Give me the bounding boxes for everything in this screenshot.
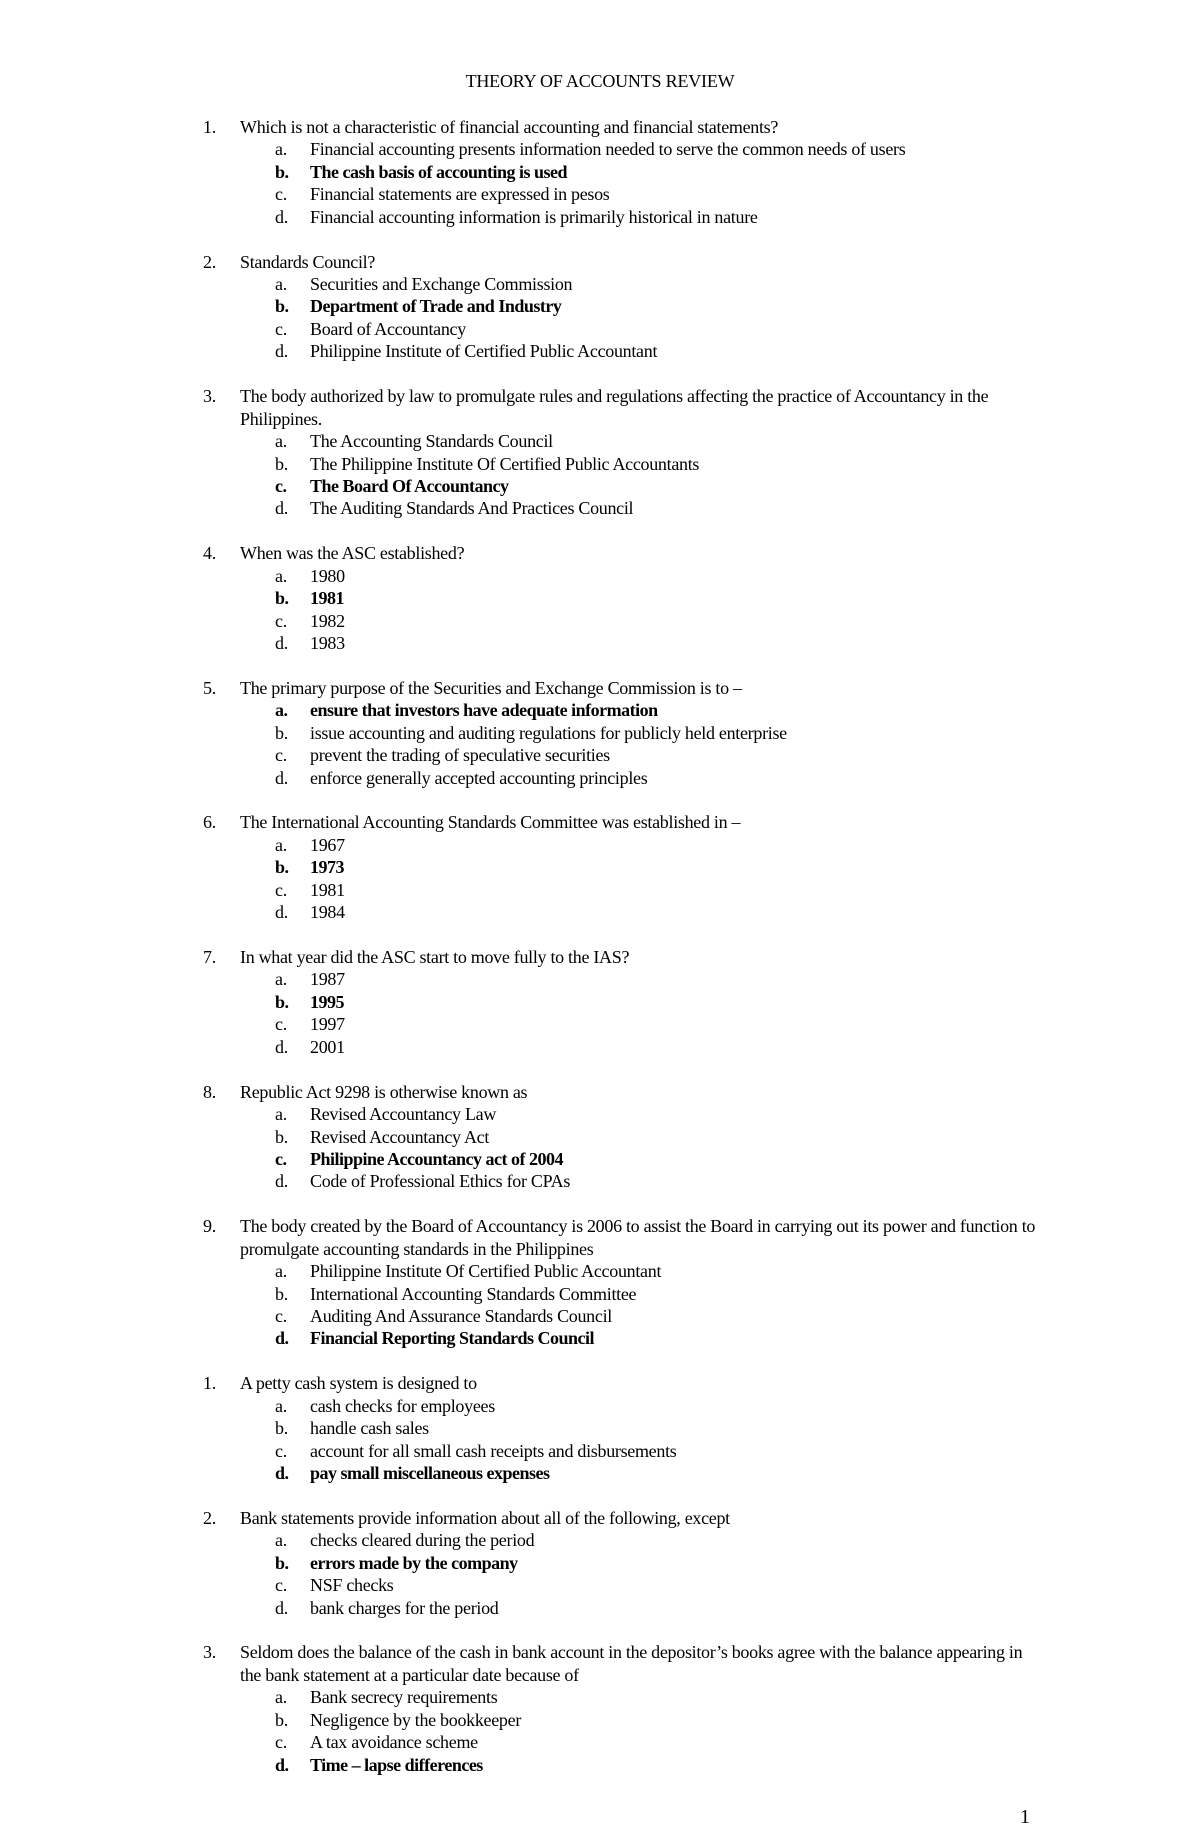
option-text: Financial accounting information is primarily historical in nature [310,206,758,227]
question-stem: Republic Act 9298 is otherwise known as [240,1081,528,1102]
option-text: 1981 [310,588,344,609]
option-letter: c. [275,1732,287,1753]
option-letter: d. [275,1597,288,1618]
option-text: Philippine Institute of Certified Public Accountant [310,341,658,362]
answer-option [0,610,1200,632]
answer-option [0,183,1200,205]
option-text: 1997 [310,1014,345,1035]
option-text: 1983 [310,633,345,653]
question-text [0,1372,1040,1394]
option-letter: b. [275,1418,288,1439]
option-text: The Philippine Institute Of Certified Public Accountants [310,453,700,474]
option-letter: a. [275,1530,287,1551]
option-text: 1982 [310,610,345,631]
question-item [0,1081,1200,1193]
question-list [0,116,1200,1798]
question-text [0,1641,1040,1686]
option-letter: c. [275,1148,287,1169]
option-text: The Accounting Standards Council [310,431,553,452]
option-text: Bank secrecy requirements [310,1687,498,1708]
option-text: Philippine Accountancy act of 2004 [310,1148,564,1169]
question-stem: The International Accounting Standards Committee was established in – [240,812,741,833]
option-text: prevent the trading of speculative securities [310,745,610,766]
question-number: 2. [203,1507,216,1528]
option-letter: d. [275,1036,288,1057]
answer-option [0,1440,1200,1462]
option-letter: a. [275,431,287,452]
option-text: ensure that investors have adequate information [310,700,658,721]
option-letter: a. [275,139,287,160]
option-letter: b. [275,161,289,182]
answer-option [0,430,1200,452]
answer-option [0,497,1200,519]
answer-option [0,1260,1200,1282]
question-text [0,1081,1040,1103]
question-number: 9. [203,1216,216,1237]
answer-option [0,1597,1200,1619]
answer-option [0,632,1200,654]
question-stem: The primary purpose of the Securities and Exchange Commission is to – [240,677,742,698]
option-text: Revised Accountancy Law [310,1104,497,1125]
option-letter: b. [275,1552,289,1573]
answer-options [0,273,1200,363]
option-text: Board of Accountancy [310,318,466,339]
answer-options [0,1260,1200,1350]
answer-option-correct [0,1462,1200,1484]
option-letter: c. [275,1440,287,1461]
option-letter: c. [275,610,287,631]
option-text: bank charges for the period [310,1597,499,1618]
option-text: cash checks for employees [310,1395,495,1416]
option-text: handle cash sales [310,1418,429,1439]
answer-option-correct [0,991,1200,1013]
option-text: enforce generally accepted accounting principles [310,767,648,788]
answer-options [0,834,1200,924]
answer-option [0,722,1200,744]
answer-option [0,318,1200,340]
question-text [0,677,1040,699]
answer-options [0,430,1200,520]
question-item [0,677,1200,789]
question-text [0,542,1040,564]
option-letter: d. [275,902,288,923]
question-item [0,116,1200,228]
answer-option [0,1731,1200,1753]
question-stem: The body authorized by law to promulgate rules and regulations affecting the practice of Accountancy in the Philippines. [240,386,989,429]
answer-option [0,453,1200,475]
question-stem: Standards Council? [240,251,376,272]
option-letter: d. [275,1754,289,1775]
answer-option [0,1013,1200,1035]
option-text: 1973 [310,857,344,878]
option-letter: a. [275,700,288,721]
answer-options [0,565,1200,655]
question-stem: Bank statements provide information about all of the following, except [240,1507,730,1528]
question-number: 3. [203,386,216,407]
question-number: 3. [203,1642,216,1663]
option-text: Philippine Institute Of Certified Public Accountant [310,1261,662,1282]
question-number: 2. [203,251,216,272]
question-item [0,542,1200,654]
answer-option-correct [0,475,1200,497]
option-text: NSF checks [310,1575,394,1596]
option-letter: c. [275,1305,287,1326]
option-text: 1967 [310,834,345,855]
option-letter: b. [275,453,288,474]
question-text [0,385,1040,430]
answer-option [0,1686,1200,1708]
question-text [0,1215,1040,1260]
option-letter: a. [275,969,287,990]
question-number: 1. [203,117,216,137]
option-text: A tax avoidance scheme [310,1732,478,1753]
question-item [0,385,1200,520]
answer-option [0,138,1200,160]
option-letter: d. [275,498,288,519]
option-letter: b. [275,991,289,1012]
option-text: errors made by the company [310,1552,518,1573]
option-letter: c. [275,475,287,496]
option-letter: a. [275,1687,287,1708]
question-number: 1. [203,1373,216,1394]
option-text: Time – lapse differences [310,1754,483,1775]
option-letter: c. [275,1575,287,1596]
question-stem: Which is not a characteristic of financial accounting and financial statements? [240,117,779,137]
question-text [0,811,1040,833]
answer-option-correct [0,1754,1200,1776]
question-stem: When was the ASC established? [240,543,465,564]
answer-options [0,1529,1200,1619]
answer-option-correct [0,856,1200,878]
option-letter: a. [275,834,287,855]
question-text [0,946,1040,968]
question-number: 6. [203,812,216,833]
answer-option [0,565,1200,587]
question-number: 8. [203,1081,216,1102]
question-text [0,251,1040,273]
option-text: Negligence by the bookkeeper [310,1709,522,1730]
option-text: 1987 [310,969,345,990]
answer-option [0,1170,1200,1192]
answer-option [0,901,1200,923]
question-stem: Seldom does the balance of the cash in bank account in the depositor’s books agree with the balance appearing in the bank statement at a particular date because of [240,1642,1023,1685]
answer-option [0,1529,1200,1551]
option-text: Financial Reporting Standards Council [310,1328,595,1349]
option-text: The Board Of Accountancy [310,475,509,496]
option-letter: d. [275,633,288,653]
option-letter: d. [275,206,288,227]
answer-option-correct [0,295,1200,317]
answer-option [0,1395,1200,1417]
question-stem: In what year did the ASC start to move fully to the IAS? [240,947,630,968]
question-number: 7. [203,947,216,968]
option-letter: a. [275,565,287,586]
option-letter: c. [275,184,287,205]
answer-options [0,968,1200,1058]
answer-option-correct [0,587,1200,609]
question-item [0,1215,1200,1350]
option-text: Department of Trade and Industry [310,296,562,317]
option-text: account for all small cash receipts and disbursements [310,1440,677,1461]
answer-option [0,1305,1200,1327]
option-text: Revised Accountancy Act [310,1126,490,1147]
answer-option [0,879,1200,901]
option-text: checks cleared during the period [310,1530,535,1551]
option-letter: a. [275,1104,287,1125]
option-text: Code of Professional Ethics for CPAs [310,1171,571,1192]
answer-option [0,206,1200,228]
page-number: 1 [1020,1806,1030,1828]
option-letter: b. [275,588,289,609]
option-letter: c. [275,318,287,339]
page-title: THEORY OF ACCOUNTS REVIEW [465,71,735,91]
option-letter: c. [275,1014,287,1035]
answer-option-correct [0,699,1200,721]
question-item [0,811,1200,923]
option-letter: c. [275,745,287,766]
answer-option-correct [0,1327,1200,1349]
answer-option [0,834,1200,856]
option-letter: d. [275,341,288,362]
question-stem: The body created by the Board of Accountancy is 2006 to assist the Board in carrying out its power and function to promulgate accounting standards in the Philippines [240,1216,1036,1259]
answer-options [0,699,1200,789]
option-text: International Accounting Standards Committee [310,1283,637,1304]
option-text: pay small miscellaneous expenses [310,1463,550,1484]
answer-option [0,1709,1200,1731]
option-letter: a. [275,1261,287,1282]
question-item [0,946,1200,1058]
option-text: 1984 [310,902,345,923]
answer-option [0,1103,1200,1125]
option-letter: d. [275,1328,289,1349]
question-item [0,1641,1200,1776]
option-text: The Auditing Standards And Practices Council [310,498,634,519]
question-text [0,116,1040,138]
option-letter: b. [275,857,289,878]
option-letter: b. [275,1126,288,1147]
option-text: Securities and Exchange Commission [310,274,573,295]
option-text: 1981 [310,879,345,900]
answer-option-correct [0,1552,1200,1574]
answer-option [0,1574,1200,1596]
answer-option-correct [0,1148,1200,1170]
answer-option [0,1126,1200,1148]
question-stem: A petty cash system is designed to [240,1373,477,1394]
option-letter: c. [275,879,287,900]
answer-option [0,1417,1200,1439]
answer-options [0,138,1200,228]
answer-option [0,744,1200,766]
option-letter: d. [275,1463,289,1484]
question-number: 5. [203,677,216,698]
question-item [0,1507,1200,1619]
answer-options [0,1686,1200,1776]
option-text: 1980 [310,565,345,586]
option-letter: a. [275,1395,287,1416]
answer-option [0,340,1200,362]
answer-option [0,767,1200,789]
option-text: Auditing And Assurance Standards Council [310,1305,612,1326]
option-text: The cash basis of accounting is used [310,161,568,182]
answer-options [0,1395,1200,1485]
option-letter: b. [275,1283,288,1304]
question-item [0,251,1200,363]
option-text: 2001 [310,1036,345,1057]
answer-option [0,968,1200,990]
option-letter: b. [275,296,289,317]
question-number: 4. [203,543,216,564]
option-text: 1995 [310,991,344,1012]
option-text: Financial accounting presents information needed to serve the common needs of users [310,139,906,160]
option-letter: d. [275,1171,288,1192]
option-letter: b. [275,1709,288,1730]
option-text: issue accounting and auditing regulations for publicly held enterprise [310,722,787,743]
option-text: Financial statements are expressed in pesos [310,184,610,205]
answer-option [0,273,1200,295]
option-letter: d. [275,767,288,788]
question-item [0,1372,1200,1484]
answer-option-correct [0,161,1200,183]
answer-option [0,1036,1200,1058]
question-text [0,1507,1040,1529]
answer-options [0,1103,1200,1193]
answer-option [0,1283,1200,1305]
option-letter: b. [275,722,288,743]
option-letter: a. [275,274,287,295]
